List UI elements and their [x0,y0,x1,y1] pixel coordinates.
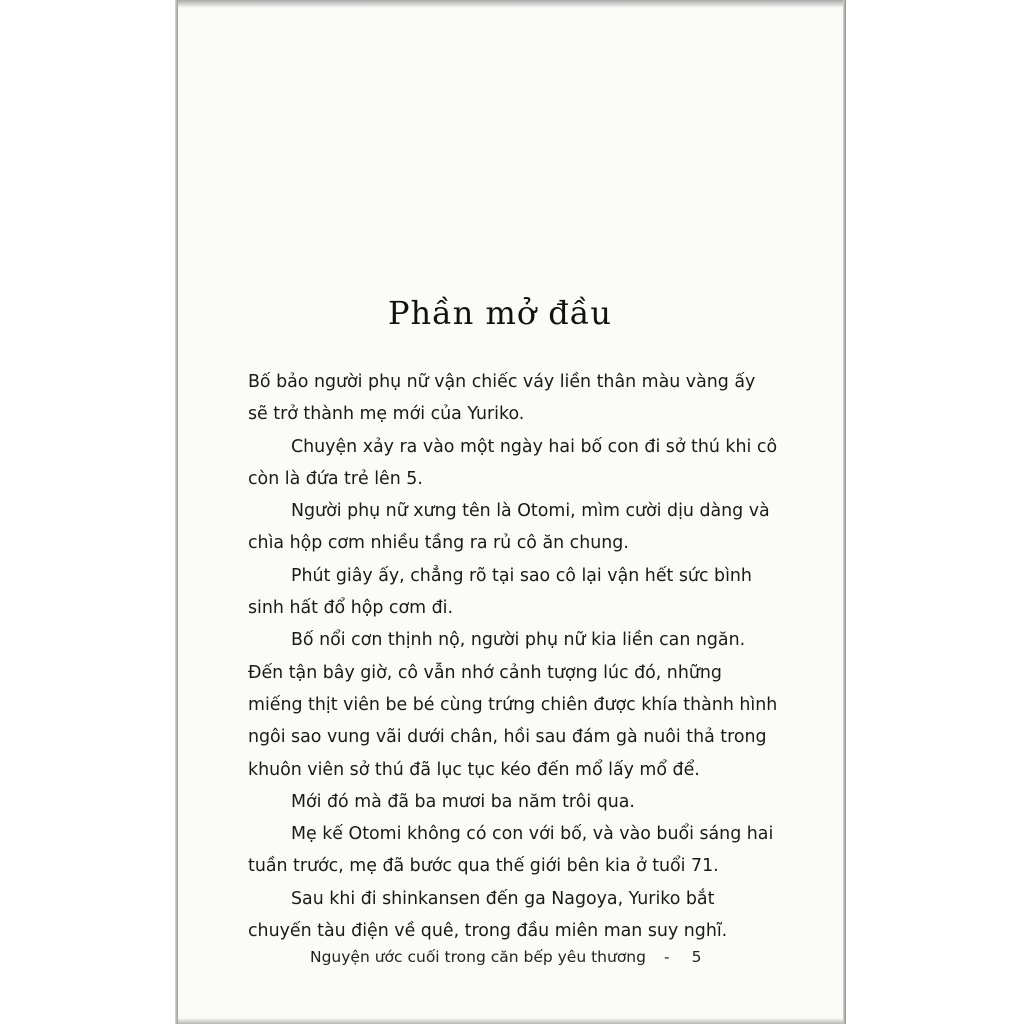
chapter-title: Phần mở đầu [387,294,612,332]
paragraph-3: Người phụ nữ xưng tên là Otomi, mìm cười dịu dàng và chìa hộp cơm nhiều tầng ra rủ cô ăn chung. [248,501,770,554]
paragraph-5: Bố nổi cơn thịnh nộ, người phụ nữ kia liền can ngăn. Đến tận bây giờ, cô vẫn nhớ cảnh tượng lúc đó, những miếng thịt viên be bé cùng trứng chiên được khía thành hình ngôi sao vung vãi dưới chân, hồi sau đám gà nuôi thả trong khuôn viên sở thú đã lục tục kéo đến mổ lấy mổ để. [248,630,778,780]
paragraph-6: Mới đó mà đã ba mươi ba năm trôi qua. [291,791,635,812]
footer-separator: - [663,948,670,966]
body-text [248,366,778,947]
scan-margin-right [846,0,1024,1024]
paragraph-2: Chuyện xảy ra vào một ngày hai bố con đi sở thú khi cô còn là đứa trẻ lên 5. [248,436,778,489]
paragraph-8: Sau khi đi shinkansen đến ga Nagoya, Yuriko bắt chuyến tàu điện về quê, trong đầu miên man suy nghĩ. [248,888,728,942]
page-top-shadow [178,0,846,8]
paragraph-4: Phút giây ấy, chẳng rõ tại sao cô lại vận hết sức bình sinh hất đổ hộp cơm đi. [248,565,752,619]
page-bottom-shadow [178,1018,846,1024]
page-footer [310,948,730,966]
page-number: 5 [691,948,702,966]
book-page [178,0,846,1024]
footer-book-title: Nguyện ước cuối trong căn bếp yêu thương [310,948,646,966]
paragraph-1: Bố bảo người phụ nữ vận chiếc váy liền thân màu vàng ấy sẽ trở thành mẹ mới của Yuriko. [248,372,756,425]
paragraph-7: Mẹ kế Otomi không có con với bố, và vào buổi sáng hai tuần trước, mẹ đã bước qua thế giới bên kia ở tuổi 71. [248,824,774,877]
scan-margin-left [0,0,178,1024]
